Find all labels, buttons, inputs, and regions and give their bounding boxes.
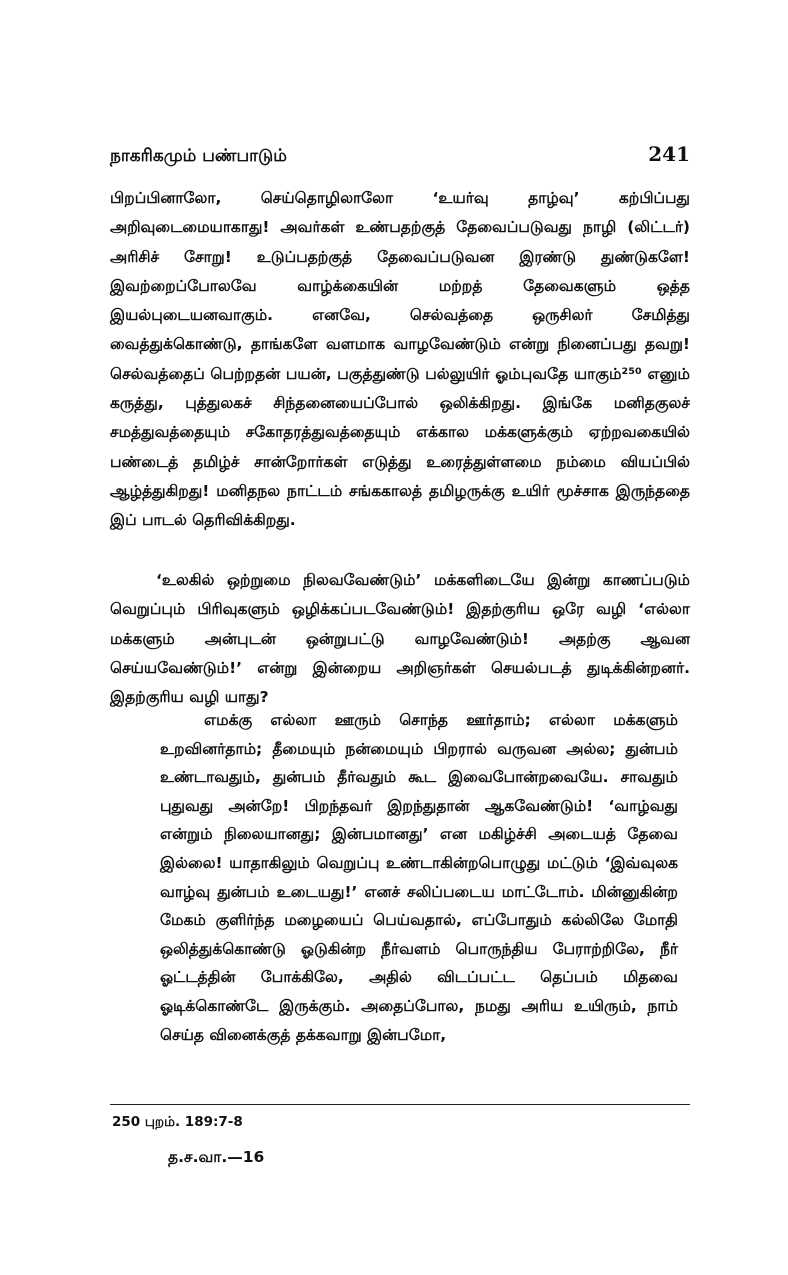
paragraph-2-block — [110, 566, 690, 712]
page-header — [110, 142, 690, 176]
block-quote — [160, 706, 678, 1049]
signature-mark: த.ச.வா.—16 — [168, 1148, 265, 1166]
paragraph-1: பிறப்பினாலோ, செய்தொழிலாலோ ‘உயர்வு தாழ்வு’ கற்பிப்பது அறிவுடைமையாகாது! அவர்கள் உண்பதற்குத் தேவைப்படுவது நாழி (லிட்டர்) அரிசிச் சோறு! உடுப்பதற்குத் தேவைப்படுவன இரண்டு துண்டுகளே! இவற்றைப்போலவே வாழ்க்கையின் மற்றத் தேவைகளும் ஒத்த இயல்புடையனவாகும். எனவே, செல்வத்தை ஒருசிலர் சேமித்து வைத்துக்கொண்டு, தாங்களே வளமாக வாழவேண்டும் என்று நினைப்பது தவறு! செல்வத்தைப் பெற்றதன் பயன், பகுத்துண்டு பல்லுயிர் ஓம்புவதே யாகும்²⁵⁰ எனும் கருத்து, புத்துலகச் சிந்தனையைப்போல் ஒலிக்கிறது. இங்கே மனிதகுலச் சமத்துவத்தையும் சகோதரத்துவத்தையும் எக்கால மக்களுக்கும் ஏற்றவகையில் பண்டைத் தமிழ்ச் சான்றோர்கள் எடுத்து உரைத்துள்ளமை நம்மை வியப்பில் ஆழ்த்துகிறது! மனிதநல நாட்டம் சங்ககாலத் தமிழருக்கு உயிர் மூச்சாக இருந்ததை இப் பாடல் தெரிவிக்கிறது. — [110, 189, 690, 530]
paragraph-2: ‘உலகில் ஒற்றுமை நிலவவேண்டும்’ மக்களிடையே இன்று காணப்படும் வெறுப்பும் பிரிவுகளும் ஒழிக்கப்படவேண்டும்! இதற்குரிய ஒரே வழி ‘எல்லா மக்களும் அன்புடன் ஒன்றுபட்டு வாழவேண்டும்! அதற்கு ஆவன செய்யவேண்டும்!’ என்று இன்றைய அறிஞர்கள் செயல்படத் துடிக்கின்றனர். இதற்குரிய வழி யாது? — [110, 571, 690, 707]
footnote: 250 புறம். 189:7-8 — [112, 1114, 243, 1130]
paragraph-1-block — [110, 184, 690, 536]
page-number: 241 — [648, 142, 690, 166]
quote-text: எமக்கு எல்லா ஊரும் சொந்த ஊர்தாம்; எல்லா மக்களும் உறவினர்தாம்; தீமையும் நன்மையும் பிறரால் வருவன அல்ல; துன்பம் உண்டாவதும், துன்பம் தீர்வதும் கூட இவைபோன்றவையே. சாவதும் புதுவது அன்றே! பிறந்தவர் இறந்துதான் ஆகவேண்டும்! ‘வாழ்வது என்றும் நிலையானது; இன்பமானது’ என மகிழ்ச்சி அடையத் தேவை இல்லை! யாதாகிலும் வெறுப்பு உண்டாகின்றபொழுது மட்டும் ‘இவ்வுலக வாழ்வு துன்பம் உடையது!’ எனச் சலிப்படைய மாட்டோம். மின்னுகின்ற மேகம் குளிர்ந்த மழையைப் பெய்வதால், எப்போதும் கல்லிலே மோதி ஒலித்துக்கொண்டு ஓடுகின்ற நீர்வளம் பொருந்திய பேராற்றிலே, நீர் ஓட்டத்தின் போக்கிலே, அதில் விடப்பட்ட தெப்பம் மிதவை ஓடிக்கொண்டே இருக்கும். அதைப்போல, நமது அரிய உயிரும், நாம் செய்த வினைக்குத் தக்கவாறு இன்பமோ, — [160, 711, 678, 1044]
running-head: நாகரிகமும் பண்பாடும் — [110, 146, 287, 166]
footnote-divider — [110, 1104, 690, 1105]
